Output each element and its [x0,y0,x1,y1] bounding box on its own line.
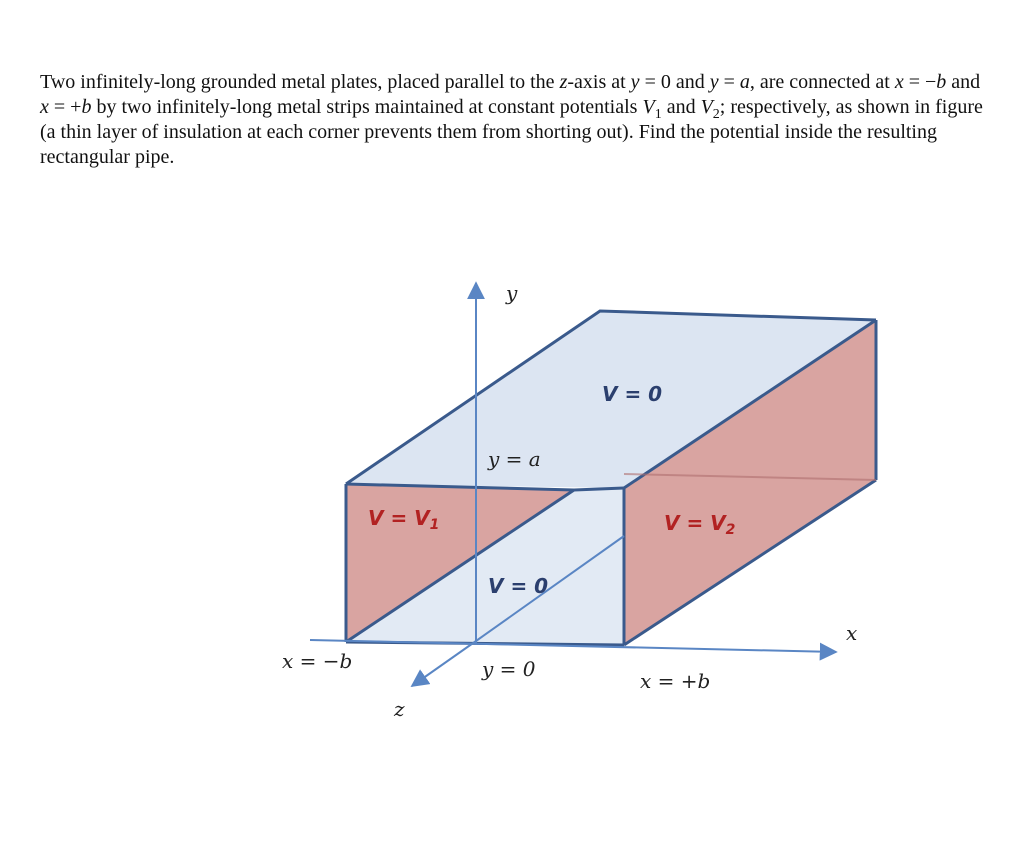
y-a-label: y = a [488,447,541,471]
axis-z-label: z [394,697,405,721]
x-pos-b-label: x = +b [640,669,711,693]
left-plate-label: $V = V_1$ [368,506,440,533]
top-plate-label: V = 0 [602,382,663,406]
z-axis [412,641,476,686]
problem-statement: Two infinitely-long grounded metal plates, placed parallel to the z-axis at y = 0 and y = a, are connected at x = −b and x = +b by two infinitely-long metal strips maintained at constant potentials $V_1$ and $V_2$; respectively, as shown in figure (a thin layer of insulation at each corner prevents them from shorting out). Find the potential inside the resulting rectangular pipe. [40,71,983,168]
x-neg-b-label: x = −b [282,649,353,673]
y-zero-label: y = 0 [482,657,536,681]
bottom-plate-label: V = 0 [488,574,549,598]
axis-y-label: y [506,281,518,305]
axis-x-label: x [846,621,858,645]
right-plate-label: $V = V_2$ [664,511,736,538]
